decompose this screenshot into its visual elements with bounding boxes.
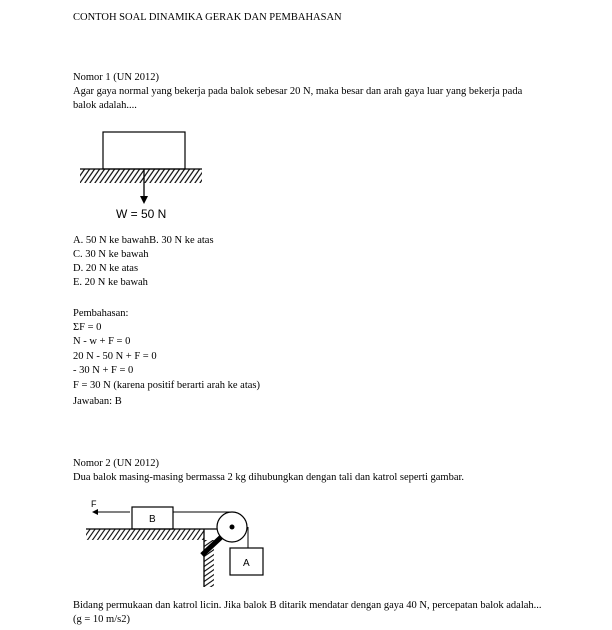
q2-force-label: F: [91, 499, 97, 509]
q1-solution-line: 20 N - 50 N + F = 0: [73, 351, 157, 362]
q1-question-text: Agar gaya normal yang bekerja pada balok sebesar 20 N, maka besar dan arah gaya luar yang bekerja pada balok adalah....: [73, 86, 523, 111]
q2-pulley-axle: [230, 525, 235, 530]
q2-block-a-label: A: [243, 558, 250, 569]
q1-solution-line: - 30 N + F = 0: [73, 365, 134, 376]
q2-heading: Nomor 2 (UN 2012): [73, 458, 160, 469]
q1-option-e: E. 20 N ke bawah: [73, 277, 148, 288]
q1-solution-line: F = 30 N (karena positif berarti arah ke atas): [73, 380, 260, 391]
q2-figure: [82, 495, 272, 590]
q2-question-text: Dua balok masing-masing bermassa 2 kg dihubungkan dengan tali dan katrol seperti gambar.: [73, 472, 465, 483]
document-title: CONTOH SOAL DINAMIKA GERAK DAN PEMBAHASAN: [73, 12, 342, 23]
q1-block: [103, 132, 185, 169]
q1-weight-arrowhead: [140, 196, 148, 204]
q1-answer: Jawaban: B: [73, 396, 122, 407]
q1-option-c: C. 30 N ke bawah: [73, 249, 149, 260]
q1-weight-label: W = 50 N: [116, 207, 167, 221]
q1-solution-line: N - w + F = 0: [73, 336, 131, 347]
q1-solution-line: ΣF = 0: [73, 322, 102, 333]
q2-block-b-label: B: [149, 514, 156, 525]
q2-force-arrowhead: [92, 509, 98, 515]
q2-question-text-continued: Bidang permukaan dan katrol licin. Jika balok B ditarik mendatar dengan gaya 40 N, percepatan balok adalah...(g = 10 m/s2): [73, 600, 542, 625]
q1-surface-hatching: [80, 169, 202, 183]
q1-heading: Nomor 1 (UN 2012): [73, 72, 160, 83]
q1-option-d: D. 20 N ke atas: [73, 263, 139, 274]
q1-solution-label: Pembahasan:: [73, 308, 129, 319]
q2-table-hatching: [86, 529, 204, 540]
q1-option-a-b: A. 50 N ke bawahB. 30 N ke atas: [73, 235, 214, 246]
q1-figure: [80, 130, 220, 225]
